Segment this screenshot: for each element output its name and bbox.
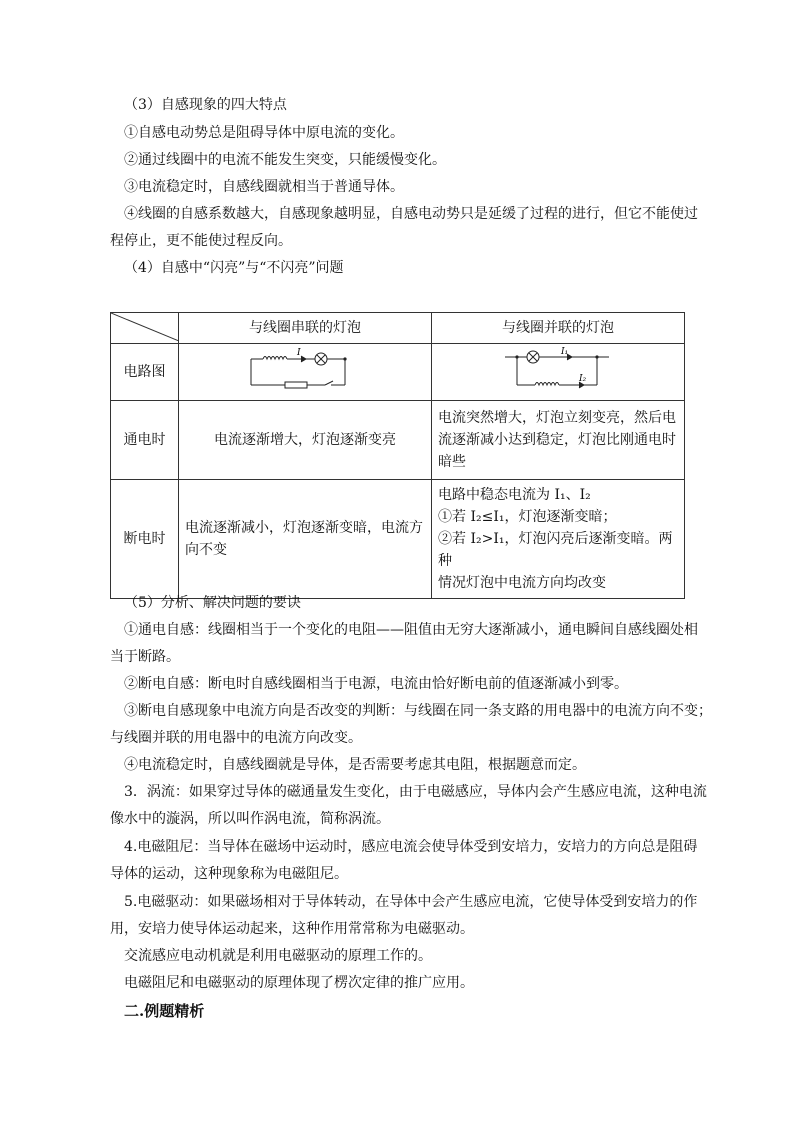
on-series-cell: 电流逐渐增大，灯泡逐渐变亮 xyxy=(179,401,432,480)
parallel-circuit-svg xyxy=(503,345,613,393)
off-series-line-1: 电流逐渐减小，灯泡逐渐变暗，电流方 xyxy=(185,520,423,536)
table-row-off xyxy=(111,480,685,599)
para-electromagnetic-drive: 5.电磁驱动：如果磁场相对于导体转动，在导体中会产生感应电流，它使导体受到安培力的作 xyxy=(124,894,698,910)
sec3-item-4-cont: 程停止，更不能使过程反向。 xyxy=(110,233,292,249)
sec3-item-3: ③电流稳定时，自感线圈就相当于普通导体。 xyxy=(124,179,404,195)
parallel-current-label-1: I₁ xyxy=(561,346,569,357)
sec3-item-2: ②通过线圈中的电流不能发生突变，只能缓慢变化。 xyxy=(124,152,446,168)
diagonal-corner-cell xyxy=(111,313,179,344)
para-eddy-current-cont: 像水中的漩涡，所以叫作涡电流，简称涡流。 xyxy=(110,811,390,827)
sec5-heading: （5）分析、解决问题的要诀 xyxy=(124,595,301,611)
para-lenz-law: 电磁阻尼和电磁驱动的原理体现了楞次定律的推广应用。 xyxy=(124,975,474,991)
parallel-circuit-diagram xyxy=(432,344,685,401)
off-parallel-line-1: 电路中稳态电流为 I₁、I₂ xyxy=(438,487,591,503)
para-eddy-current: 3．涡流：如果穿过导体的磁通量发生变化，由于电磁感应，导体内会产生感应电流，这种电流 xyxy=(124,784,707,800)
para-electromagnetic-damping: 4.电磁阻尼：当导体在磁场中运动时，感应电流会使导体受到安培力，安培力的方向总是阻碍 xyxy=(124,839,698,855)
off-parallel-cell xyxy=(432,480,685,599)
sec3-item-4: ④线圈的自感系数越大，自感现象越明显，自感电动势只是延缓了过程的进行，但它不能使过 xyxy=(124,206,698,222)
parallel-current-label-2: I₂ xyxy=(579,373,587,384)
on-parallel-line-3: 暗些 xyxy=(438,454,466,470)
on-parallel-line-2: 流逐渐减小达到稳定，灯泡比刚通电时 xyxy=(438,432,676,448)
sec5-item-4: ④电流稳定时，自感线圈就是导体，是否需要考虑其电阻，根据题意而定。 xyxy=(124,757,586,773)
section-title-examples: 二.例题精析 xyxy=(124,1002,205,1020)
off-series-cell xyxy=(179,480,432,599)
sec5-item-3-cont: 与线圈并联的用电器中的电流方向改变。 xyxy=(110,730,362,746)
sec3-heading: （3）自感现象的四大特点 xyxy=(124,97,287,113)
sec3-item-1: ①自感电动势总是阻碍导体中原电流的变化。 xyxy=(124,125,404,141)
on-parallel-line-1: 电流突然增大，灯泡立刻变亮，然后电 xyxy=(438,410,676,426)
off-parallel-line-4: 情况灯泡中电流方向均改变 xyxy=(438,575,606,591)
on-parallel-cell xyxy=(432,401,685,480)
row-label-off: 断电时 xyxy=(111,480,179,599)
table-header-row xyxy=(111,313,685,344)
sec5-item-1-cont: 当于断路。 xyxy=(110,649,180,665)
sec5-item-3: ③断电自感现象中电流方向是否改变的判断：与线圈在同一条支路的用电器中的电流方向不变； xyxy=(124,703,712,719)
row-label-circuit: 电路图 xyxy=(111,344,179,401)
off-parallel-line-2: ①若 I₂≤I₁，灯泡逐渐变暗； xyxy=(438,509,617,525)
sec5-item-2: ②断电自感：断电时自感线圈相当于电源，电流由恰好断电前的值逐渐减小到零。 xyxy=(124,676,628,692)
para-electromagnetic-drive-cont: 用，安培力使导体运动起来，这种作用常常称为电磁驱动。 xyxy=(110,921,474,937)
off-parallel-line-3: ②若 I₂>I₁，灯泡闪亮后逐渐变暗。两种 xyxy=(438,531,673,569)
col-header-parallel: 与线圈并联的灯泡 xyxy=(432,313,685,344)
table-row-on xyxy=(111,401,685,480)
off-series-line-2: 向不变 xyxy=(185,542,227,558)
col-header-series: 与线圈串联的灯泡 xyxy=(179,313,432,344)
row-label-on: 通电时 xyxy=(111,401,179,480)
table-row-circuit xyxy=(111,344,685,401)
series-circuit-diagram xyxy=(179,344,432,401)
series-current-label: I xyxy=(297,347,301,358)
sec4-heading: （4）自感中“闪亮”与“不闪亮”问题 xyxy=(124,260,344,276)
sec5-item-1: ①通电自感：线圈相当于一个变化的电阻——阻值由无穷大逐渐减小，通电瞬间自感线圈处相 xyxy=(124,622,698,638)
series-circuit-svg xyxy=(245,345,365,393)
para-induction-motor: 交流感应电动机就是利用电磁驱动的原理工作的。 xyxy=(124,948,432,964)
comparison-table xyxy=(110,312,685,599)
para-electromagnetic-damping-cont: 导体的运动，这种现象称为电磁阻尼。 xyxy=(110,866,348,882)
